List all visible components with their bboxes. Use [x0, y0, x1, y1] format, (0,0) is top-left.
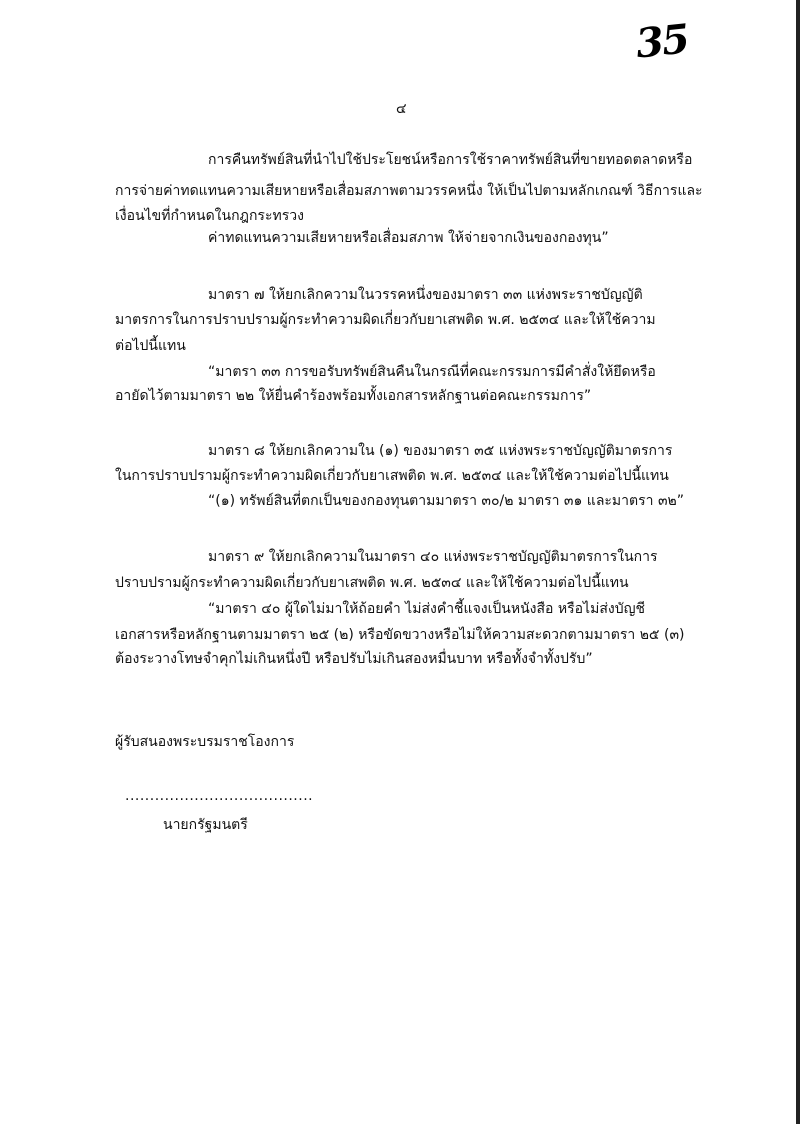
signatory-title: นายกรัฐมนตรี: [163, 817, 248, 833]
section-heading-line: มาตรา ๙ ให้ยกเลิกความในมาตรา ๔๐ แห่งพระราชบัญญัติมาตรการในการ: [208, 549, 658, 565]
paragraph-line: ในการปราบปรามผู้กระทำความผิดเกี่ยวกับยาเสพติด พ.ศ. ๒๕๓๔ และให้ใช้ความต่อไปนี้แทน: [115, 468, 669, 484]
handwritten-page-number: 35: [633, 15, 690, 68]
paragraph-line: ค่าทดแทนความเสียหายหรือเสื่อมสภาพ ให้จ่ายจากเงินของกองทุน”: [208, 230, 609, 246]
quoted-line: ต้องระวางโทษจำคุกไม่เกินหนึ่งปี หรือปรับไม่เกินสองหมื่นบาท หรือทั้งจำทั้งปรับ”: [115, 651, 593, 667]
paragraph-line: เงื่อนไขที่กำหนดในกฎกระทรวง: [115, 208, 304, 224]
section-heading-line: มาตรา ๗ ให้ยกเลิกความในวรรคหนึ่งของมาตรา ๓๓ แห่งพระราชบัญญัติ: [208, 287, 643, 303]
quoted-line: “มาตรา ๓๓ การขอรับทรัพย์สินคืนในกรณีที่คณะกรรมการมีคำสั่งให้ยึดหรือ: [208, 364, 656, 380]
scan-edge: [796, 0, 800, 1124]
signature-line: ......................................: [125, 788, 314, 804]
countersign-title: ผู้รับสนองพระบรมราชโองการ: [115, 734, 295, 750]
quoted-line: อายัดไว้ตามมาตรา ๒๒ ให้ยื่นคำร้องพร้อมทั้งเอกสารหลักฐานต่อคณะกรรมการ”: [115, 388, 592, 404]
page-number: ๔: [396, 101, 407, 117]
quoted-line: “(๑) ทรัพย์สินที่ตกเป็นของกองทุนตามมาตรา ๓๐/๒ มาตรา ๓๑ และมาตรา ๓๒”: [208, 493, 684, 509]
quoted-line: “มาตรา ๔๐ ผู้ใดไม่มาให้ถ้อยคำ ไม่ส่งคำชี้แจงเป็นหนังสือ หรือไม่ส่งบัญชี: [208, 601, 646, 617]
paragraph-line: มาตรการในการปราบปรามผู้กระทำความผิดเกี่ยวกับยาเสพติด พ.ศ. ๒๕๓๔ และให้ใช้ความ: [115, 312, 656, 328]
paragraph-line: ปราบปรามผู้กระทำความผิดเกี่ยวกับยาเสพติด พ.ศ. ๒๕๓๔ และให้ใช้ความต่อไปนี้แทน: [115, 575, 629, 591]
quoted-line: เอกสารหรือหลักฐานตามมาตรา ๒๕ (๒) หรือขัดขวางหรือไม่ให้ความสะดวกตามมาตรา ๒๕ (๓): [115, 627, 685, 643]
paragraph-line: การคืนทรัพย์สินที่นำไปใช้ประโยชน์หรือการใช้ราคาทรัพย์สินที่ขายทอดตลาดหรือ: [208, 152, 693, 168]
paragraph-line: การจ่ายค่าทดแทนความเสียหายหรือเสื่อมสภาพตามวรรคหนึ่ง ให้เป็นไปตามหลักเกณฑ์ วิธีการและ: [115, 183, 703, 199]
section-heading-line: มาตรา ๘ ให้ยกเลิกความใน (๑) ของมาตรา ๓๕ แห่งพระราชบัญญัติมาตรการ: [208, 443, 673, 459]
paragraph-line: ต่อไปนี้แทน: [115, 338, 186, 354]
